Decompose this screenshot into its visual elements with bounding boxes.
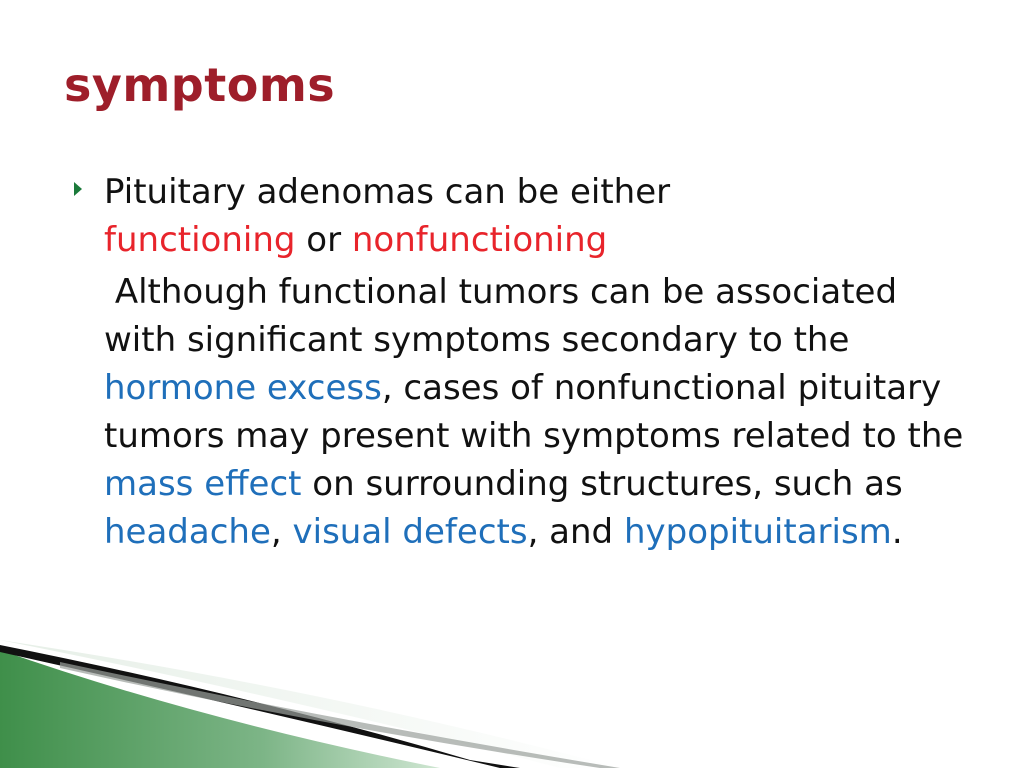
slide-title: symptoms [64, 58, 336, 112]
paragraph-2-text-c: on surrounding structures, such as [312, 464, 903, 504]
bullet-arrow-icon [74, 182, 82, 196]
bullet-text [104, 168, 974, 556]
term-hypopituitarism: hypopituitarism [623, 512, 892, 552]
word-or: or [306, 220, 342, 260]
term-hormone-excess: hormone excess [104, 368, 382, 408]
paragraph-2-text-a: Although functional tumors can be associated with significant symptoms secondary to the [104, 272, 898, 360]
term-nonfunctioning: nonfunctioning [351, 220, 608, 260]
bullet-line-1: Pituitary adenomas can be either [104, 172, 671, 212]
term-mass-effect: mass effect [104, 464, 302, 504]
term-functioning: functioning [104, 220, 296, 260]
period: . [891, 512, 903, 552]
bullet-paragraph-2 [104, 268, 974, 556]
term-headache: headache [104, 512, 271, 552]
comma: , [270, 512, 282, 552]
bullet-item [74, 168, 974, 556]
term-visual-defects: visual defects [292, 512, 528, 552]
decorative-corner-swoosh [0, 600, 1024, 768]
paragraph-2-text-d: , and [527, 512, 614, 552]
paragraph-2-text-b: , cases of nonfunctional pituitary tumors may present with symptoms related to the [104, 368, 964, 456]
